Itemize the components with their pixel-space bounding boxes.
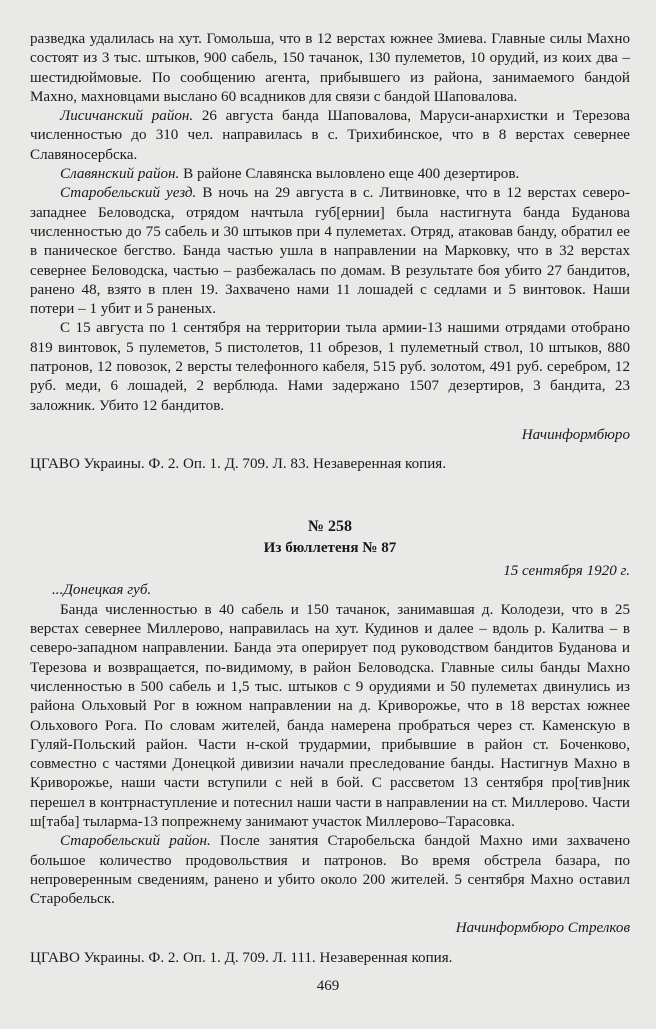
paragraph: разведка удалилась на хут. Гомольша, что в 12 верстах южнее Змиева. Главные силы Махно состоят из 3 тыс. штыков, 900 сабель, 150 тачанок, 130 пулеметов, 10 орудий, из коих два – шестидюймовые. По сообщению агента, прибывшего из района, занимаемого бандой Махно, махновцами выслано 60 всадников для связи с бандой Шаповалова. [30,31,630,105]
document-number: № 258 [307,517,353,535]
region-heading: ...Донецкая губ. [52,582,152,599]
archive-source: ЦГАВО Украины. Ф. 2. Оп. 1. Д. 709. Л. 83. Незаверенная копия. [30,456,447,473]
signature: Начинформбюро Стрелков [455,920,630,937]
region-label: Старобельский уезд. [60,185,197,202]
paragraph: Банда численностью в 40 сабель и 150 тачанок, занимавшая д. Колодези, что в 25 верстах севернее Миллерово, направилась на хут. Кудинов и далее – вдоль р. Калитва – в северо-западном направлении. Банда эта оперирует под руководством бандитов Буданова и Терезова и возвращается, по-видимому, в район Беловодска. Главные силы банды Махно численностью в 500 сабель и 1,5 тыс. штыков с 9 орудиями и 50 пулеметах двинулись из района Ольховый Рог в южном направлении на д. Криворожье, что в 18 верстах южнее Ольхового Рога. По словам жителей, банда намерена пробраться через ст. Каменскую в Гуляй-Польский район. Части н-ской трудармии, прибывшие в район ст. Боченково, совместно с частями Донецкой дивизии начали преследование банды. Настигнув Махно в Криворожье, наши части вступили с ней в бой. С рассветом 13 сентября про[тив]ник перешел в контрнаступление и потеснил наши части в направлении на ст. Миллерово. Части ш[таба] тыларма-13 попрежнему занимают участок Миллерово–Тарасовка. [30,601,630,830]
paragraph: С 15 августа по 1 сентября на территории тыла армии-13 нашими отрядами отобрано 819 винтовок, 5 пулеметов, 5 пистолетов, 11 обрезов, 1 пулеметный ствол, 10 штыков, 880 патронов, 12 повозок, 2 версты телефонного кабеля, 515 руб. золотом, 491 руб. серебром, 12 руб. меди, 6 лошадей, 2 верблюда. Нами задержано 1507 дезертиров, 3 бандита, 23 заложник. Убито 12 бандитов. [30,320,630,414]
paragraph [30,832,630,909]
paragraph [30,107,630,165]
region-label: Старобельский район. [60,833,211,850]
document-title: Из бюллетеня № 87 [263,539,397,556]
region-label: Славянский район. [60,166,180,183]
document-page [30,30,630,968]
paragraph [30,184,630,319]
document-date: 15 сентября 1920 г. [503,563,630,580]
paragraph-text: После занятия Старобельска бандой Махно ими захвачено большое количество продовольствия и патронов. Во время обстрела базара, по непроверенным сведениям, ранено и убито около 200 жителей. 5 сентября Махно оставил Старобельск. [30,833,630,908]
region-label: Лисичанский район. [60,108,194,125]
paragraph-text: 26 августа банда Шаповалова, Маруси-анархистки и Терезова численностью до 310 чел. направилась в с. Трихибинское, что в 8 верстах севернее Славяносербска. [30,108,631,163]
paragraph-text: В ночь на 29 августа в с. Литвиновке, что в 12 верстах северо-западнее Беловодска, отрядом начтыла губ[ернии] была настигнута банда Буданова численностью до 75 сабель и 30 штыков при 4 пулеметах. Отряд, атаковав банду, обратил ее в паническое бегство. Банда частью ушла в направлении на Марковку, что в 32 верстах севернее Беловодска, частью – разбежалась по домам. В результате боя убито 27 бандитов, ранено 48, взято в плен 19. Захвачено нами 11 лошадей с седлами и 5 винтовок. Наши потери – 1 убит и 5 раненых. [30,185,630,318]
signature: Начинформбюро [521,426,630,443]
page-number: 469 [316,978,340,994]
paragraph-text: В районе Славянска выловлено еще 400 дезертиров. [179,166,520,183]
archive-source: ЦГАВО Украины. Ф. 2. Оп. 1. Д. 709. Л. 111. Незаверенная копия. [30,949,453,966]
paragraph [30,165,630,184]
